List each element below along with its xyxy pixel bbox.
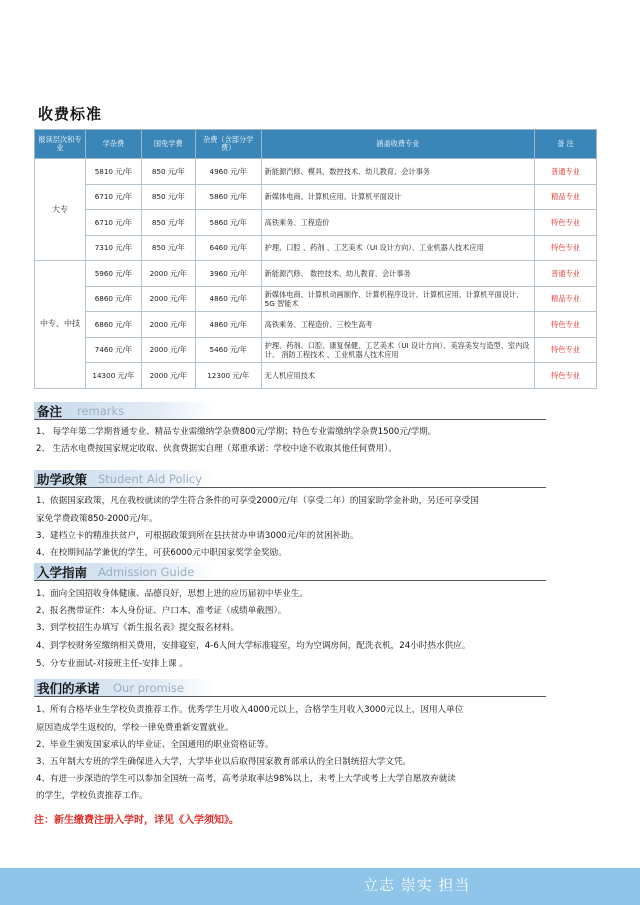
table-row: [35, 210, 597, 236]
section-divider: [34, 419, 546, 420]
col-header-note: 备 注: [535, 130, 597, 159]
note-cell: 特色专业: [535, 312, 597, 338]
misc-cell: 12300 元/年: [195, 363, 261, 389]
remark-line: 1、 每学年第二学期普通专业、精品专业需缴纳学杂费800元/学期；特色专业需缴纳学杂费1500元/学期。: [36, 427, 437, 437]
fee-cell: 6860 元/年: [85, 286, 141, 312]
waiver-cell: 2000 元/年: [141, 286, 195, 312]
table-row: [35, 235, 597, 261]
aid-title-en: Student Aid Policy: [98, 472, 203, 486]
waiver-cell: 2000 元/年: [141, 337, 195, 363]
promise-title: 我们的承诺: [37, 681, 100, 696]
fee-cell: 5810 元/年: [85, 159, 141, 185]
table-row: [35, 363, 597, 389]
majors-cell: 新能源汽修、 数控技术、幼儿教育、会计事务: [261, 261, 534, 287]
misc-cell: 4860 元/年: [195, 286, 261, 312]
guide-line: 3、到学校招生办填写《新生报名表》提交报名材料。: [36, 623, 240, 633]
guide-title: 入学指南: [37, 565, 88, 580]
fee-cell: 14300 元/年: [85, 363, 141, 389]
fee-table-header: [35, 130, 597, 159]
misc-cell: 3960 元/年: [195, 261, 261, 287]
footer-bar: [0, 868, 640, 905]
guide-line: 2、报名携带证件：本人身份证、户口本、准考证（成绩单截图）。: [36, 606, 287, 616]
majors-cell: 护理、口腔 、药剂 、工艺美术（UI 设计方向）、工业机器人技术应用: [261, 235, 534, 261]
aid-line: 1、依据国家政策，凡在我校就读的学生符合条件的可享受2000元/年（享受二年）的国家助学金补助，另还可享受国: [36, 496, 479, 506]
col-header-waiver: 国免学费: [141, 130, 195, 159]
waiver-cell: 850 元/年: [141, 235, 195, 261]
promise-line: 3、五年制大专班的学生确保进入大学，大学毕业以后取得国家教育部承认的全日制统招大学文凭。: [36, 757, 412, 767]
waiver-cell: 2000 元/年: [141, 363, 195, 389]
level-cell: 中专、中技: [35, 261, 86, 389]
col-header-fee: 学杂费: [85, 130, 141, 159]
note-cell: 特色专业: [535, 337, 597, 363]
guide-line: 4、到学校财务室缴纳相关费用，安排寝室，4-6人间大学标准寝室，均为空调房间，配洗衣机，24小时热水供应。: [36, 641, 471, 651]
remarks-title-en: remarks: [77, 404, 125, 418]
table-row: [35, 337, 597, 363]
misc-cell: 5460 元/年: [195, 337, 261, 363]
promise-heading: [34, 679, 214, 696]
col-header-majors: 涵盖收费专业: [261, 130, 534, 159]
waiver-cell: 2000 元/年: [141, 261, 195, 287]
promise-line: 1、所有合格毕业生学校负责推荐工作。优秀学生月收入4000元以上，合格学生月收入3000元以上，因用人单位: [36, 705, 464, 715]
note-cell: 特色专业: [535, 235, 597, 261]
misc-cell: 5860 元/年: [195, 184, 261, 210]
fee-cell: 5960 元/年: [85, 261, 141, 287]
fee-cell: 6710 元/年: [85, 184, 141, 210]
table-row: [35, 286, 597, 312]
aid-line: 3、建档立卡的精准扶贫户，可根据政策到所在县扶贫办申请3000元/年的贫困补助。: [36, 531, 359, 541]
promise-line: 原因造成学生返校的，学校一律免费重新安置就业。: [36, 723, 234, 733]
fee-cell: 7460 元/年: [85, 337, 141, 363]
promise-line: 2、毕业生颁发国家承认的毕业证、全国通用的职业资格证等。: [36, 740, 274, 750]
remarks-heading: [34, 402, 214, 419]
footer-slogan: 立志 崇实 担当: [363, 876, 471, 894]
majors-cell: 高铁乘务、工程造价、三校生高考: [261, 312, 534, 338]
aid-heading: [34, 470, 214, 487]
level-cell: 大专: [35, 159, 86, 261]
majors-cell: 护理、药剂、口腔、康复保健、工艺美术（UI 设计方向）、美容美发与造型、室内设计、 消防工程技术 、工业机器人技术应用: [261, 337, 534, 363]
page-title: 收费标准: [38, 105, 103, 123]
aid-line: 家免学费政策850-2000元/年。: [36, 514, 158, 524]
table-row: [35, 312, 597, 338]
note-cell: 精品专业: [535, 286, 597, 312]
aid-line: 4、在校期间品学兼优的学生，可获6000元中职国家奖学金奖励。: [36, 548, 287, 558]
majors-cell: 新媒体电商、计算机应用、计算机平面设计: [261, 184, 534, 210]
note-cell: 特色专业: [535, 363, 597, 389]
section-divider: [34, 696, 546, 697]
waiver-cell: 2000 元/年: [141, 312, 195, 338]
table-row: [35, 159, 597, 185]
guide-title-en: Admission Guide: [98, 565, 195, 579]
col-header-level: 报读层次和专业: [35, 130, 86, 159]
table-row: [35, 261, 597, 287]
misc-cell: 4860 元/年: [195, 312, 261, 338]
waiver-cell: 850 元/年: [141, 210, 195, 236]
fee-cell: 6860 元/年: [85, 312, 141, 338]
promise-line: 的学生，学校负责推荐工作。: [36, 791, 148, 801]
misc-cell: 4960 元/年: [195, 159, 261, 185]
majors-cell: 新能源汽修、模具、数控技术、幼儿教育、会计事务: [261, 159, 534, 185]
promise-line: 4、有进一步深造的学生可以参加全国统一高考，高考录取率达98%以上，未考上大学或考上大学自愿放弃就读: [36, 774, 456, 784]
waiver-cell: 850 元/年: [141, 184, 195, 210]
remarks-title: 备注: [37, 404, 63, 419]
misc-cell: 5860 元/年: [195, 210, 261, 236]
majors-cell: 无人机应用技术: [261, 363, 534, 389]
guide-line: 5、分专业面试-对接班主任-安排上课 。: [36, 659, 188, 669]
note-cell: 精品专业: [535, 184, 597, 210]
note-cell: 普通专业: [535, 159, 597, 185]
majors-cell: 高铁乘务、工程造价: [261, 210, 534, 236]
aid-title: 助学政策: [37, 472, 88, 487]
remark-line: 2、 生活水电费按国家规定收取、伙食费据实自理（郑重承诺：学校中途不收取其他任何费用）。: [36, 444, 397, 454]
guide-line: 1、面向全国招收身体健康、品德良好，思想上进的应历届初中毕业生。: [36, 589, 308, 599]
fee-table: [34, 129, 597, 389]
section-divider: [34, 580, 546, 581]
guide-heading: [34, 563, 214, 580]
fee-cell: 7310 元/年: [85, 235, 141, 261]
note-cell: 特色专业: [535, 210, 597, 236]
col-header-misc: 杂费（含部分学费）: [195, 130, 261, 159]
waiver-cell: 850 元/年: [141, 159, 195, 185]
enrollment-notice: 注：新生缴费注册入学时，详见《入学须知》。: [34, 815, 239, 826]
section-divider: [34, 487, 546, 488]
majors-cell: 新媒体电商、计算机动画制作、计算机程序设计、计算机应用、计算机平面设计、5G 智能术: [261, 286, 534, 312]
table-row: [35, 184, 597, 210]
note-cell: 普通专业: [535, 261, 597, 287]
fee-cell: 6710 元/年: [85, 210, 141, 236]
misc-cell: 6460 元/年: [195, 235, 261, 261]
promise-title-en: Our promise: [113, 681, 184, 695]
